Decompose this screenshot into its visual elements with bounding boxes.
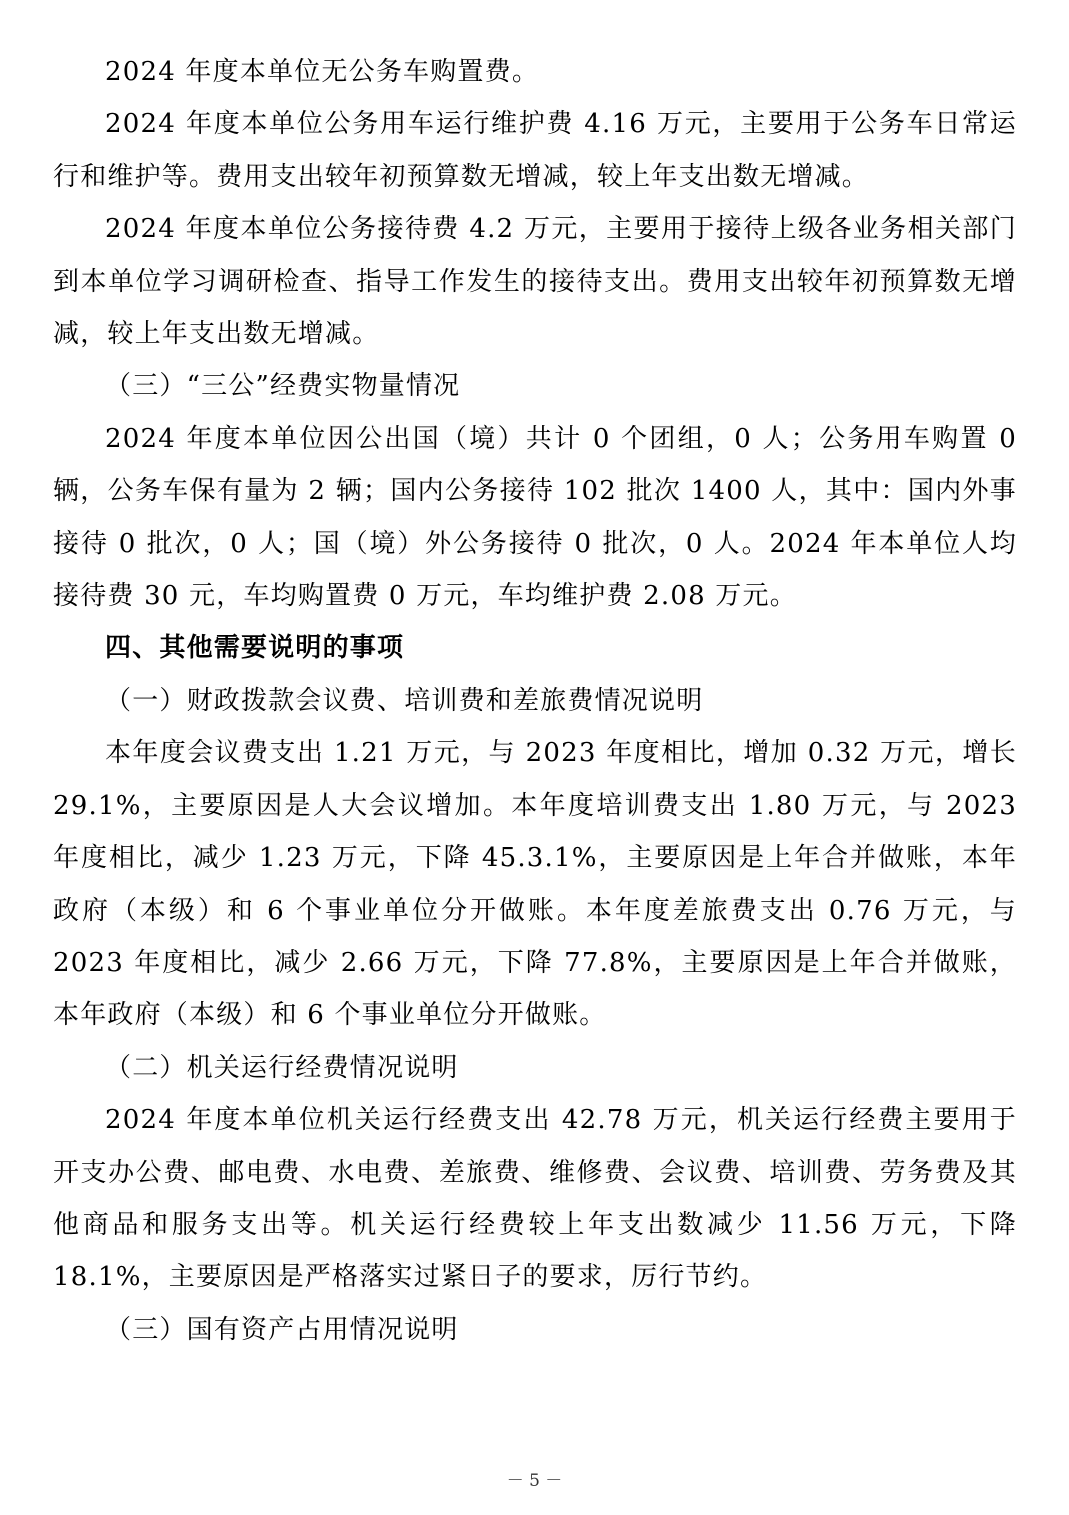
subheading-operating-expenses: （二）机关运行经费情况说明 bbox=[105, 1052, 459, 1083]
subheading-meeting-training-travel: （一）财政拨款会议费、培训费和差旅费情况说明 bbox=[105, 685, 704, 716]
page-number: － 5 － bbox=[506, 1471, 563, 1491]
paragraph-operating-expenses: 2024 年度本单位机关运行经费支出 42.78 万元，机关运行经费主要用于开支办公费、邮电费、水电费、差旅费、维修费、会议费、培训费、劳务费及其他商品和服务支出等。机关运行经费较上年支出数减少 11.56 万元，下降 18.1%，主要原因是严格落实过紧日子的要求，厉行节约。 bbox=[53, 1105, 1017, 1293]
subheading-physical-quantity: （三）“三公”经费实物量情况 bbox=[105, 371, 461, 402]
subheading-state-assets: （三）国有资产占用情况说明 bbox=[105, 1314, 459, 1345]
paragraph-vehicle-maintenance: 2024 年度本单位公务用车运行维护费 4.16 万元，主要用于公务车日常运行和维护等。费用支出较年初预算数无增减，较上年支出数无增减。 bbox=[53, 109, 1017, 192]
document-body bbox=[53, 46, 1017, 1356]
section-heading-other-matters: 四、其他需要说明的事项 bbox=[105, 633, 405, 664]
paragraph-physical-quantity: 2024 年度本单位因公出国（境）共计 0 个团组，0 人；公务用车购置 0 辆，公务车保有量为 2 辆；国内公务接待 102 批次 1400 人，其中：国内外事接待 0 批次，0 人；国（境）外公务接待 0 批次，0 人。2024 年本单位人均接待费 30 元，车均购置费 0 万元，车均维护费 2.08 万元。 bbox=[53, 423, 1017, 612]
paragraph-meeting-training-travel: 本年度会议费支出 1.21 万元，与 2023 年度相比，增加 0.32 万元，增长 29.1%，主要原因是人大会议增加。本年度培训费支出 1.80 万元，与 2023 年度相比，减少 1.23 万元，下降 45.3.1%，主要原因是上年合并做账，本年政府（本级）和 6 个事业单位分开做账。本年度差旅费支出 0.76 万元，与 2023 年度相比，减少 2.66 万元，下降 77.8%，主要原因是上年合并做账，本年政府（本级）和 6 个事业单位分开做账。 bbox=[53, 738, 1017, 1031]
paragraph-vehicle-purchase: 2024 年度本单位无公务车购置费。 bbox=[105, 57, 540, 87]
paragraph-reception: 2024 年度本单位公务接待费 4.2 万元，主要用于接待上级各业务相关部门到本单位学习调研检查、指导工作发生的接待支出。费用支出较年初预算数无增减，较上年支出数无增减。 bbox=[53, 214, 1017, 350]
